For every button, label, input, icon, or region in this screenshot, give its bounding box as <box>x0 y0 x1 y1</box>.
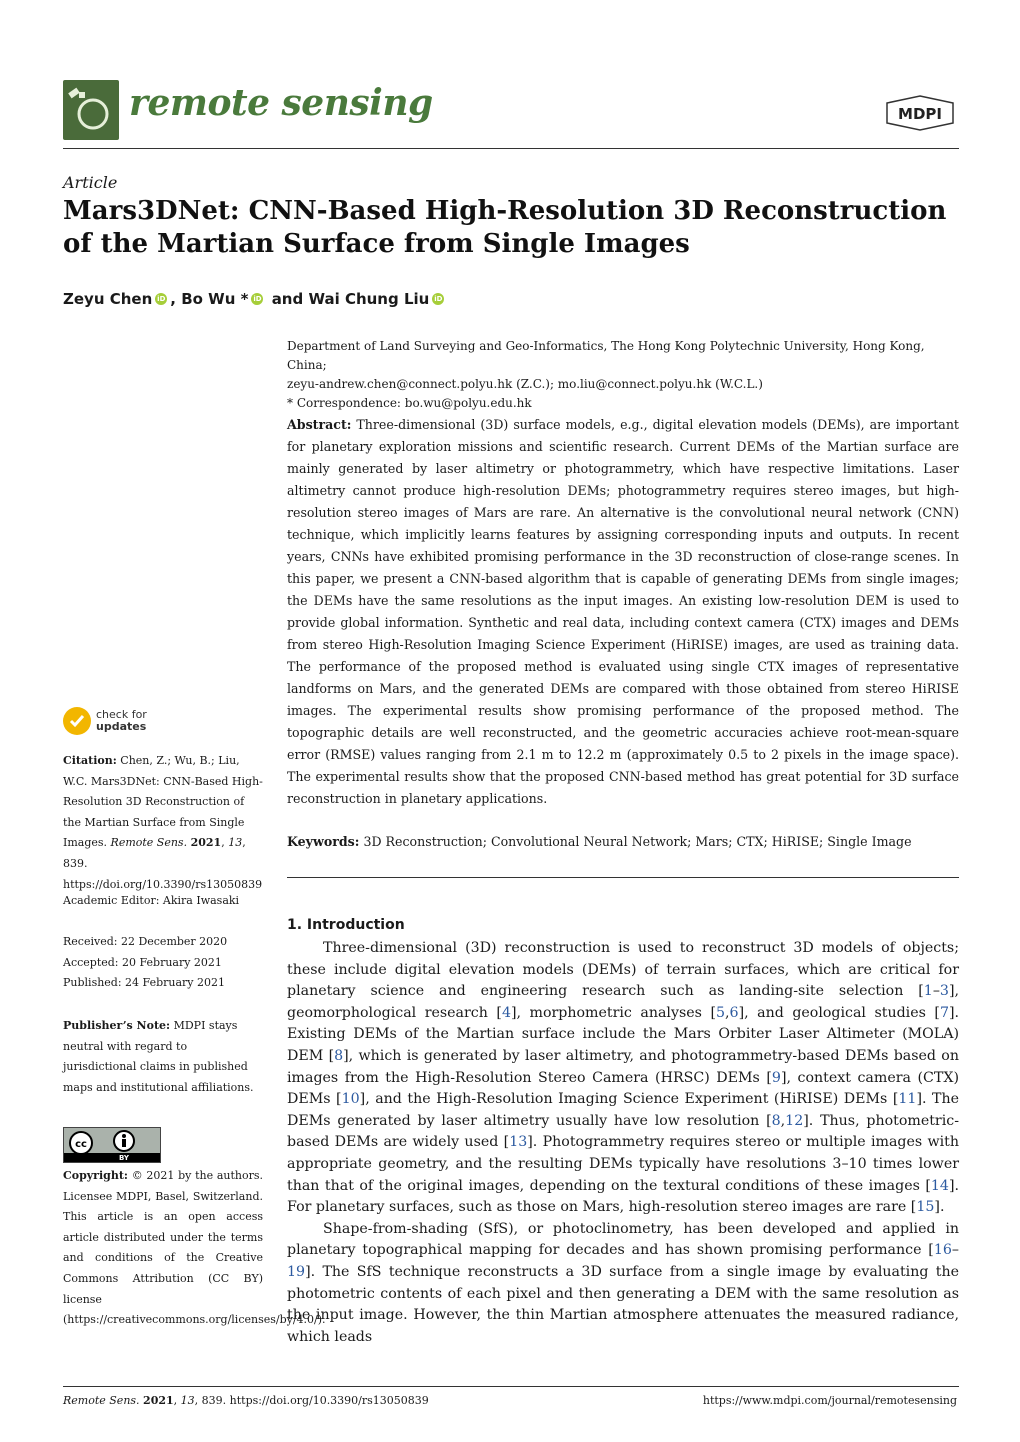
correspondence[interactable]: * Correspondence: bo.wu@polyu.edu.hk <box>287 396 532 410</box>
intro-text: ]. Thus, photometric-based DEMs are widely used [ <box>287 1112 959 1151</box>
date-published: Published: 24 February 2021 <box>63 976 225 990</box>
citation-text: Chen, Z.; Wu, B.; Liu, W.C. Mars3DNet: CNN-Based High-Resolution 3D Reconstruction of the Martian Surface from Single Images. <box>63 754 263 850</box>
abstract-label: Abstract: <box>287 417 352 432</box>
citation-ref[interactable]: 6 <box>729 1004 739 1021</box>
svg-text:MDPI: MDPI <box>898 105 942 123</box>
citation-ref[interactable]: 7 <box>939 1004 949 1021</box>
article-type: Article <box>63 173 118 192</box>
copyright-text: © 2021 by the authors. Licensee MDPI, Basel, Switzerland. This article is an open access article distributed under the terms and conditions of the Creative Commons Attribution (CC BY) license (https://creativecommons.org/licenses/by/4.0/). <box>63 1169 326 1327</box>
copyright-label: Copyright: <box>63 1169 128 1182</box>
intro-text: ], geomorphological research [ <box>287 983 959 1021</box>
intro-text: ]. Existing DEMs of the Martian surface include the Mars Orbiter Laser Altimeter (MOLA) DEM [ <box>287 1004 960 1064</box>
author-name[interactable]: Zeyu Chen <box>63 290 153 308</box>
citation-ref[interactable]: 19 <box>287 1263 306 1280</box>
author-name[interactable]: , Bo Wu * <box>170 290 249 308</box>
citation-label: Citation: <box>63 754 117 767</box>
keywords-label: Keywords: <box>287 834 360 849</box>
mdpi-logo <box>885 95 955 131</box>
intro-text: ], and the High-Resolution Imaging Science Experiment (HiRISE) DEMs [ <box>359 1091 899 1108</box>
citation-page: , 839. <box>63 836 246 870</box>
publisher-note-text: MDPI stays neutral with regard to jurisdictional claims in published maps and institutional affiliations. <box>63 1019 254 1094</box>
section-heading: 1. Introduction <box>287 917 405 933</box>
intro-text: ], which is generated by laser altimetry, and photogrammetry-based DEMs based on images from the High-Resolution Stereo Camera (HRSC) DEMs [ <box>287 1047 959 1086</box>
date-received: Received: 22 December 2020 <box>63 935 228 948</box>
orcid-icon[interactable]: iD <box>157 295 166 303</box>
keywords-text: 3D Reconstruction; Convolutional Neural Network; Mars; CTX; HiRISE; Single Image <box>363 834 912 849</box>
check-updates-label: updates <box>96 720 147 733</box>
intro-text: , <box>780 1112 786 1129</box>
header-rule <box>63 148 959 149</box>
introduction-body <box>287 938 959 1348</box>
citation-ref[interactable]: 15 <box>916 1199 935 1216</box>
check-updates-button[interactable] <box>96 709 147 733</box>
intro-paragraph-2 <box>287 1219 959 1349</box>
citation-doi-link[interactable]: https://doi.org/10.3390/rs13050839 <box>63 877 263 891</box>
footer-volume: 13 <box>180 1394 195 1407</box>
citation-ref[interactable]: 9 <box>771 1069 781 1086</box>
intro-text: ]. For planetary surfaces, such as those on Mars, high-resolution stereo images are rare [ <box>287 1177 959 1216</box>
intro-text: ]. Photogrammetry requires stereo or multiple images with appropriate geometry, and the resulting DEMs typically have resolutions 3–10 times lower than that of the original images, depending on the textural conditions of these images [ <box>287 1134 959 1194</box>
academic-editor: Academic Editor: Akira Iwasaki <box>63 894 240 907</box>
abstract <box>287 414 959 810</box>
citation-ref[interactable]: 10 <box>341 1091 360 1108</box>
intro-text: Shape-from-shading (SfS), or photoclinometry, has been developed and applied in planetary topographical mapping for decades and has shown promising performance [ <box>287 1220 959 1259</box>
orcid-icon[interactable]: iD <box>253 295 262 303</box>
author-list <box>63 290 447 308</box>
check-updates-line: check for <box>96 708 147 721</box>
svg-text:BY: BY <box>118 1154 130 1162</box>
footer-rule <box>63 1386 959 1387</box>
intro-text: ], morphometric analyses [ <box>510 1004 716 1021</box>
citation-journal: Remote Sens. <box>110 836 188 850</box>
intro-text: – <box>932 983 940 1000</box>
affiliation <box>287 337 959 413</box>
citation-ref[interactable]: 1 <box>923 983 933 1000</box>
footer-citation: Remote Sens. 2021, 13, 839. https://doi.org/10.3390/rs13050839 <box>63 1394 429 1407</box>
footer-journal-url[interactable]: https://www.mdpi.com/journal/remotesensing <box>702 1394 957 1407</box>
intro-text: Three-dimensional (3D) reconstruction is used to reconstruct 3D models of objects; these include digital elevation models (DEMs) of terrain surfaces, which are critical for planetary science and engineering research such as landing-site selection [ <box>287 940 959 1000</box>
check-updates-icon[interactable] <box>63 707 91 735</box>
citation-ref[interactable]: 16 <box>933 1242 952 1259</box>
publisher-note-label: Publisher’s Note: <box>63 1019 171 1032</box>
intro-text: ]. <box>934 1199 945 1216</box>
intro-text: ], context camera (CTX) DEMs [ <box>287 1069 960 1108</box>
abstract-text: Three-dimensional (3D) surface models, e.g., digital elevation models (DEMs), are important for planetary exploration missions and scientific research. Current DEMs of the Martian surface are mainly generated by laser altimetry or photogrammetry, which have respective limitations. Laser altimetry cannot produce high-resolution DEMs; photogrammetry requires stereo images, but high-resolution stereo images of Mars are rare. An alternative is the convolutional neural network (CNN) technique, which implicitly learns features by assigning corresponding inputs and outputs. In recent years, CNNs have exhibited promising performance in the 3D reconstruction of close-range scenes. In this paper, we present a CNN-based algorithm that is capable of generating DEMs from single images; the DEMs have the same resolutions as the input images. An existing low-resolution DEM is used to provide global information. Synthetic and real data, including context camera (CTX) images and DEMs from stereo High-Resolution Imaging Science Experiment (HiRISE) images, are used as training data. The performance of the proposed method is evaluated using single CTX images of representative landforms on Mars, and the generated DEMs are compared with those obtained from stereo HiRISE images. The experimental results show promising performance of the proposed method. The topographic details are well reconstructed, and the geometric accuracies achieve root-mean-square error (RMSE) values ranging from 2.1 m to 12.2 m (approximately 0.5 to 2 pixels in the image space). The experimental results show that the proposed CNN-based method has great potential for 3D surface reconstruction in planetary applications. <box>287 417 959 806</box>
citation-ref[interactable]: 5 <box>716 1004 726 1021</box>
date-accepted: Accepted: 20 February 2021 <box>63 955 222 969</box>
intro-text: ]. The SfS technique reconstructs a 3D surface from a single image by evaluating the photometric contents of each pixel and then generating a DEM with the same resolution as the input image. However, the thin Martian atmosphere attenuates the measured radiance, which leads <box>287 1263 959 1345</box>
citation-ref[interactable]: 11 <box>898 1091 917 1108</box>
keywords <box>287 832 959 852</box>
section-rule <box>287 877 959 878</box>
citation-volume: 13 <box>228 836 243 850</box>
journal-name: remote sensing <box>129 82 433 124</box>
citation-ref[interactable]: 4 <box>501 1004 511 1021</box>
citation-ref[interactable]: 8 <box>771 1112 781 1129</box>
svg-text:cc: cc <box>75 1139 87 1150</box>
affiliation-emails[interactable]: zeyu-andrew.chen@connect.polyu.hk (Z.C.); mo.liu@connect.polyu.hk (W.C.L.) <box>287 377 763 391</box>
intro-text: – <box>951 1242 959 1259</box>
paper-title: Mars3DNet: CNN-Based High-Resolution 3D Reconstruction of the Martian Surface from Single Images <box>63 196 947 259</box>
affiliation-line: Department of Land Surveying and Geo-Informatics, The Hong Kong Polytechnic University, Hong Kong, China; <box>287 339 925 372</box>
citation-ref[interactable]: 8 <box>334 1047 344 1064</box>
citation-year: 2021 <box>190 836 222 850</box>
citation-block: Citation: Chen, Z.; Wu, B.; Liu, W.C. Mars3DNet: CNN-Based High-Resolution 3D Reconstruction of the Martian Surface from Single Images. Remote Sens. 2021, 13, 839. https://doi.org/10.3390/rs13050839 <box>63 754 263 891</box>
cc-by-license-badge[interactable] <box>63 1127 161 1163</box>
citation-ref[interactable]: 12 <box>785 1112 804 1129</box>
intro-text: ]. The DEMs generated by laser altimetry usually have low resolution [ <box>287 1091 959 1129</box>
dates-block <box>63 932 263 994</box>
publisher-note <box>63 1016 263 1098</box>
orcid-icon[interactable]: iD <box>434 295 443 303</box>
citation-ref[interactable]: 13 <box>509 1134 528 1151</box>
footer-year: 2021 <box>143 1394 174 1407</box>
author-name[interactable]: and Wai Chung Liu <box>271 290 430 308</box>
citation-ref[interactable]: 3 <box>939 983 949 1000</box>
journal-logo <box>63 80 119 140</box>
footer-doi[interactable]: , 839. https://doi.org/10.3390/rs13050839 <box>194 1394 429 1407</box>
intro-text: ], and geological studies [ <box>738 1004 940 1021</box>
footer-journal: Remote Sens. <box>63 1394 140 1407</box>
citation-ref[interactable]: 14 <box>930 1177 949 1194</box>
intro-text: , <box>725 1004 730 1021</box>
intro-paragraph-1 <box>287 938 959 1219</box>
